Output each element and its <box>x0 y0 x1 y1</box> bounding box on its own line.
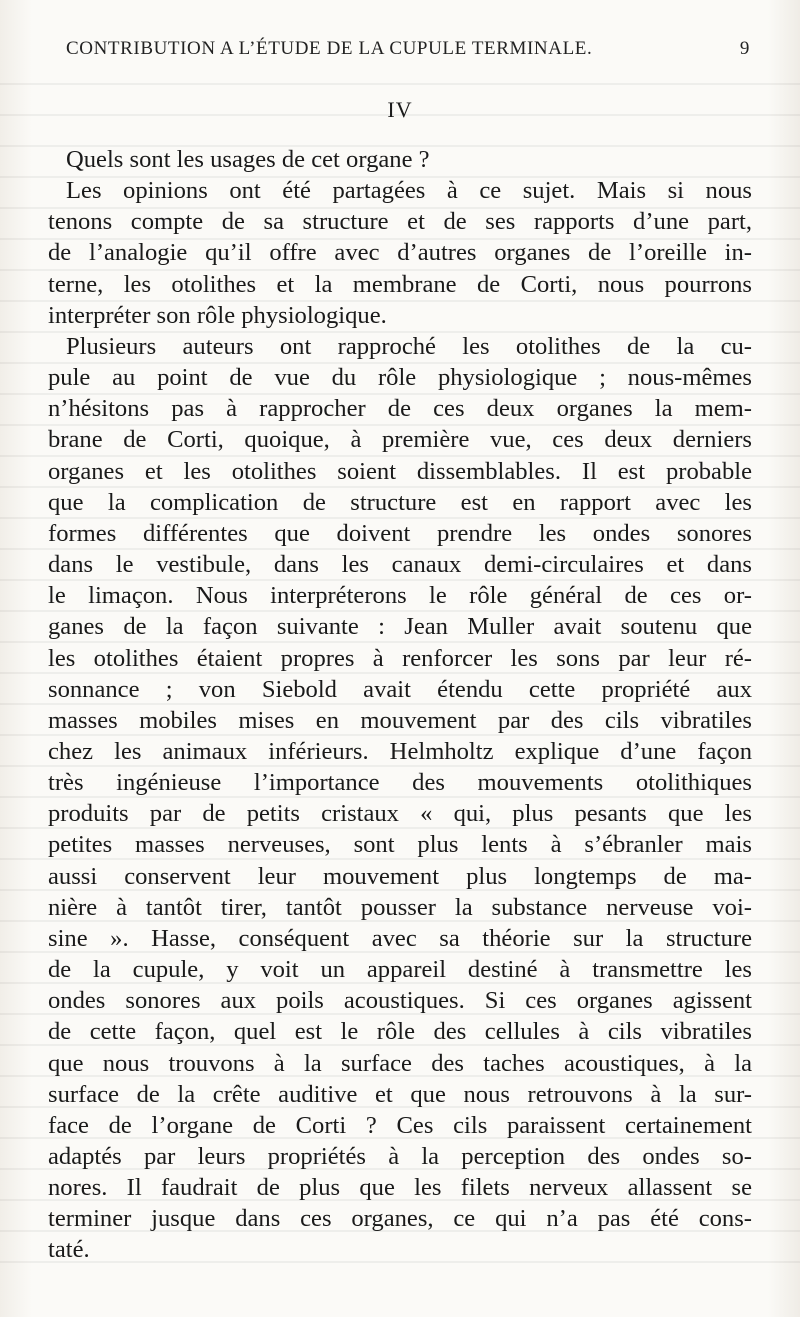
text-line: terminer jusque dans ces organes, ce qui n’a pas été cons- <box>48 1205 752 1233</box>
text-line: taté. <box>48 1236 90 1264</box>
text-line: que nous trouvons à la surface des taches acoustiques, à la <box>48 1049 752 1077</box>
text-line: Quels sont les usages de cet organe ? <box>66 146 430 173</box>
text-line: produits par de petits cristaux « qui, plus pesants que les <box>48 800 752 828</box>
text-line: de cette façon, quel est le rôle des cellules à cils vibratiles <box>48 1018 752 1046</box>
running-title: CONTRIBUTION A L’ÉTUDE DE LA CUPULE TERMINALE. <box>66 38 593 59</box>
text-line: surface de la crête auditive et que nous retrouvons à la sur- <box>48 1080 752 1108</box>
text-line: très ingénieuse l’importance des mouvements otolithiques <box>48 769 752 797</box>
text-line: n’hésitons pas à rapprocher de ces deux organes la mem- <box>48 395 752 423</box>
text-line: nière à tantôt tirer, tantôt pousser la substance nerveuse voi- <box>48 893 752 921</box>
text-line: organes et les otolithes soient dissemblables. Il est probable <box>48 457 752 485</box>
text-line: nores. Il faudrait de plus que les filets nerveux allassent se <box>48 1174 752 1202</box>
text-line: pule au point de vue du rôle physiologique ; nous-mêmes <box>48 364 752 392</box>
text-line: que la complication de structure est en rapport avec les <box>48 488 752 516</box>
text-line: de la cupule, y voit un appareil destiné à transmettre les <box>48 956 752 984</box>
text-line: Plusieurs auteurs ont rapproché les otolithes de la cu- <box>66 332 752 360</box>
text-line: masses mobiles mises en mouvement par des cils vibratiles <box>48 706 752 734</box>
text-line: face de l’organe de Corti ? Ces cils paraissent certainement <box>48 1111 752 1139</box>
text-line: sonnance ; von Siebold avait étendu cette propriété aux <box>48 675 752 703</box>
running-header <box>66 38 750 60</box>
body-text <box>48 144 752 1266</box>
text-line: formes différentes que doivent prendre les ondes sonores <box>48 519 752 547</box>
text-line: chez les animaux inférieurs. Helmholtz explique d’une façon <box>48 737 752 765</box>
text-line: aussi conservent leur mouvement plus longtemps de ma- <box>48 862 752 890</box>
text-line: ganes de la façon suivante : Jean Muller avait soutenu que <box>48 613 752 641</box>
text-line: tenons compte de sa structure et de ses rapports d’une part, <box>48 208 752 236</box>
text-line: le limaçon. Nous interpréterons le rôle général de ces or- <box>48 582 752 610</box>
text-line: brane de Corti, quoique, à première vue, ces deux derniers <box>48 426 752 454</box>
text-line: terne, les otolithes et la membrane de Corti, nous pourrons <box>48 270 752 298</box>
text-line: Les opinions ont été partagées à ce sujet. Mais si nous <box>66 177 752 205</box>
text-line: ondes sonores aux poils acoustiques. Si ces organes agissent <box>48 987 752 1015</box>
text-line: les otolithes étaient propres à renforcer les sons par leur ré- <box>48 644 752 672</box>
page-number: 9 <box>739 38 750 59</box>
text-line: petites masses nerveuses, sont plus lents à s’ébranler mais <box>48 831 752 859</box>
text-line: de l’analogie qu’il offre avec d’autres organes de l’oreille in- <box>48 239 752 267</box>
text-line: sine ». Hasse, conséquent avec sa théorie sur la structure <box>48 924 752 952</box>
section-number: IV <box>387 97 413 122</box>
text-line: adaptés par leurs propriétés à la perception des ondes so- <box>48 1143 752 1170</box>
text-line: interpréter son rôle physiologique. <box>48 301 387 329</box>
text-line: dans le vestibule, dans les canaux demi-circulaires et dans <box>48 551 752 579</box>
